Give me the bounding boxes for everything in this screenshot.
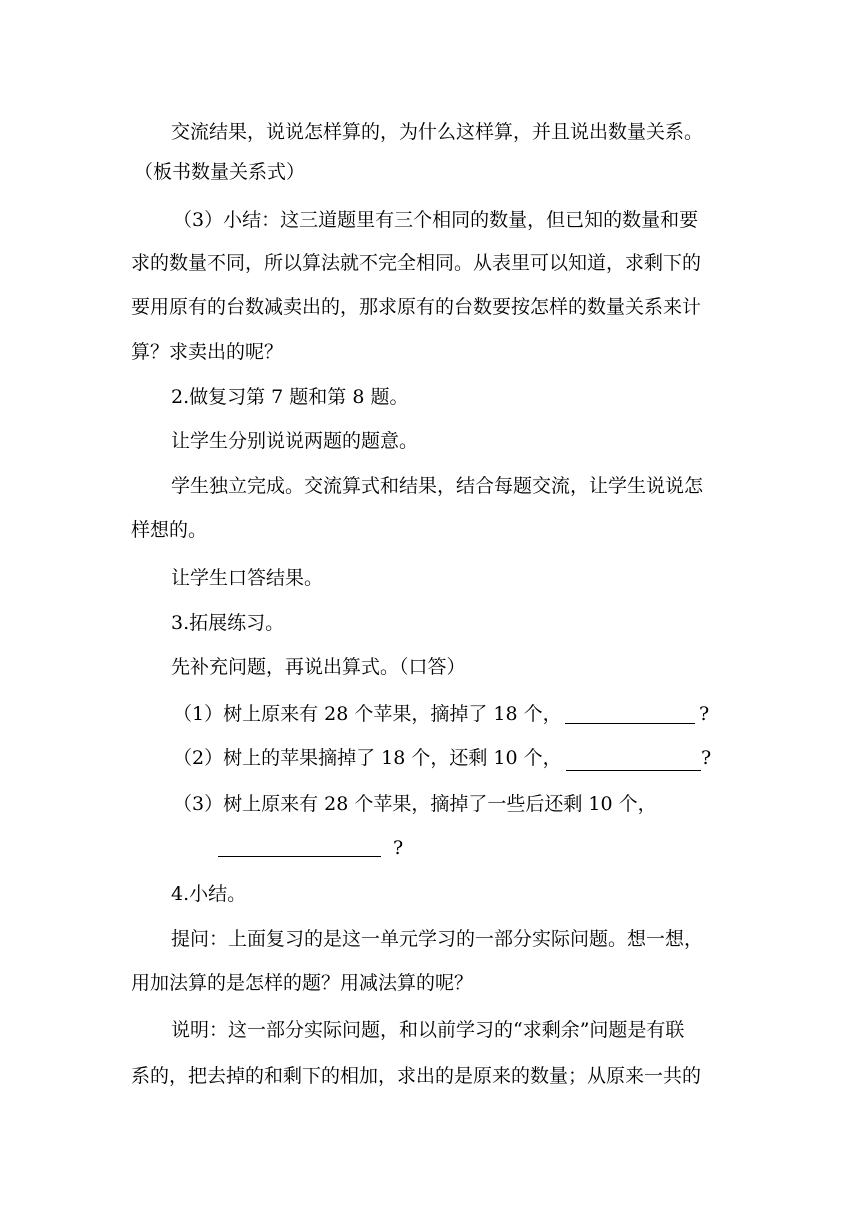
answer-blank-2: [566, 770, 701, 771]
paragraph-line: （板书数量关系式）: [134, 161, 306, 183]
paragraph-line: 样想的。: [131, 519, 208, 541]
paragraph-line: 算？求卖出的呢？: [131, 341, 284, 363]
question-mark: ?: [701, 747, 712, 769]
paragraph-line: 3.拓展练习。: [171, 612, 285, 634]
paragraph-line: 2.做复习第 7 题和第 8 题。: [171, 386, 409, 408]
paragraph-line: 系的，把去掉的和剩下的相加，求出的是原来的数量；从原来一共的: [131, 1065, 702, 1087]
paragraph-line: 让学生分别说说两题的题意。: [171, 430, 419, 452]
paragraph-line: 先补充问题，再说出算式。（口答）: [171, 656, 466, 678]
paragraph-line: 让学生口答结果。: [171, 567, 324, 589]
paragraph-line: 求的数量不同，所以算法就不完全相同。从表里可以知道，求剩下的: [131, 252, 702, 274]
paragraph-line: （3）小结：这三道题里有三个相同的数量，但已知的数量和要: [173, 209, 699, 231]
answer-blank-3: [218, 856, 381, 857]
paragraph-line: 交流结果，说说怎样算的，为什么这样算，并且说出数量关系。: [171, 121, 704, 143]
paragraph-line: 用加法算的是怎样的题？用减法算的呢？: [131, 972, 474, 994]
paragraph-line: 提问：上面复习的是这一单元学习的一部分实际问题。想一想，: [171, 928, 704, 950]
exercise-item-3: （3）树上原来有 28 个苹果，摘掉了一些后还剩 10 个，: [173, 793, 657, 815]
paragraph-line: 说明：这一部分实际问题，和以前学习的“求剩余”问题是有联: [171, 1019, 685, 1041]
paragraph-line: 要用原有的台数减卖出的，那求原有的台数要按怎样的数量关系来计: [131, 296, 702, 318]
exercise-item-1: （1）树上原来有 28 个苹果，摘掉了 18 个，: [173, 703, 562, 725]
question-mark: ?: [699, 703, 710, 725]
exercise-item-2: （2）树上的苹果摘掉了 18 个，还剩 10 个，: [173, 747, 562, 769]
paragraph-line: 学生独立完成。交流算式和结果，结合每题交流，让学生说说怎: [171, 475, 704, 497]
question-mark: ?: [393, 837, 404, 859]
paragraph-line: 4.小结。: [171, 883, 247, 905]
answer-blank-1: [565, 723, 695, 724]
